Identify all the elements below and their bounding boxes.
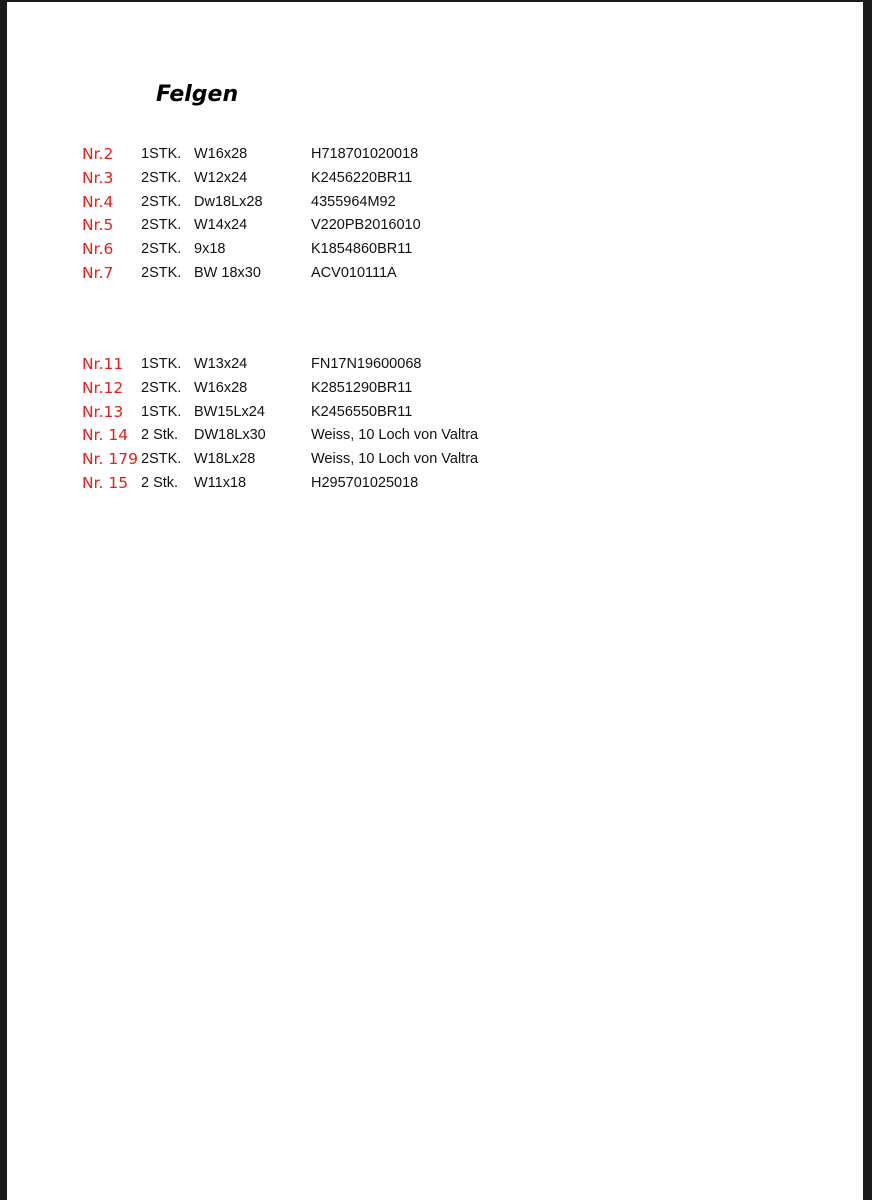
rim-part-number: H718701020018: [311, 146, 419, 162]
rim-size: W18Lx28: [194, 451, 256, 468]
rim-row: [7, 472, 863, 496]
rim-number: Nr.4: [82, 192, 114, 211]
rim-number: Nr. 179: [82, 450, 138, 469]
rim-row: [7, 238, 863, 262]
rim-row: [7, 191, 863, 215]
rim-description: Weiss, 10 Loch von Valtra: [311, 451, 479, 468]
rim-quantity: 2STK.: [141, 379, 182, 396]
rim-part-number: K2456220BR11: [311, 169, 413, 186]
rim-size: 9x18: [194, 241, 226, 258]
rim-number: Nr.2: [82, 145, 114, 163]
rim-number: Nr.13: [82, 402, 124, 421]
rim-part-number: K1854860BR11: [311, 241, 413, 258]
rim-row: [7, 167, 863, 191]
rim-size: W13x24: [194, 356, 248, 372]
rim-row: [7, 214, 863, 238]
document-page: [7, 2, 863, 1200]
rim-size: DW18Lx30: [194, 427, 266, 444]
rim-row: [7, 424, 863, 448]
rim-quantity: 2STK.: [141, 264, 182, 281]
rim-row: [7, 353, 863, 377]
rim-part-number: K2851290BR11: [311, 379, 413, 396]
rim-number: Nr.7: [82, 263, 114, 282]
rim-quantity: 1STK.: [141, 403, 182, 420]
rim-row: [7, 448, 863, 472]
rim-part-number: 4355964M92: [311, 193, 396, 210]
rim-description: Weiss, 10 Loch von Valtra: [311, 427, 479, 444]
rim-number: Nr.3: [82, 168, 114, 187]
rim-number: Nr. 14: [82, 426, 129, 445]
rim-number: Nr.5: [82, 216, 114, 235]
rim-part-number: H295701025018: [311, 474, 419, 491]
rim-size: W12x24: [194, 169, 248, 186]
rim-list-group-2: [7, 353, 863, 496]
rim-size: BW 18x30: [194, 264, 261, 281]
rim-quantity: 1STK.: [141, 146, 182, 162]
rim-quantity: 2STK.: [141, 451, 182, 468]
rim-number: Nr.11: [82, 355, 124, 373]
rim-row: [7, 377, 863, 401]
rim-quantity: 2STK.: [141, 169, 182, 186]
rim-quantity: 2STK.: [141, 217, 182, 234]
page-title: Felgen: [156, 82, 239, 107]
rim-number: Nr. 15: [82, 473, 129, 492]
rim-size: BW15Lx24: [194, 403, 265, 420]
rim-size: W11x18: [194, 474, 247, 491]
rim-quantity: 2 Stk.: [141, 427, 179, 444]
rim-size: W16x28: [194, 146, 248, 162]
rim-row: [7, 401, 863, 425]
rim-size: Dw18Lx28: [194, 193, 263, 210]
rim-number: Nr.6: [82, 240, 114, 259]
rim-quantity: 1STK.: [141, 356, 182, 372]
rim-size: W16x28: [194, 379, 248, 396]
rim-part-number: V220PB2016010: [311, 217, 421, 234]
rim-quantity: 2STK.: [141, 193, 182, 210]
rim-quantity: 2 Stk.: [141, 474, 179, 491]
rim-size: W14x24: [194, 217, 248, 234]
rim-part-number: ACV010111A: [311, 264, 397, 281]
rim-part-number: FN17N19600068: [311, 356, 422, 372]
rim-row: [7, 143, 863, 167]
rim-quantity: 2STK.: [141, 241, 182, 258]
rim-number: Nr.12: [82, 378, 124, 397]
rim-list-group-1: [7, 143, 863, 286]
rim-part-number: K2456550BR11: [311, 403, 413, 420]
rim-row: [7, 262, 863, 286]
